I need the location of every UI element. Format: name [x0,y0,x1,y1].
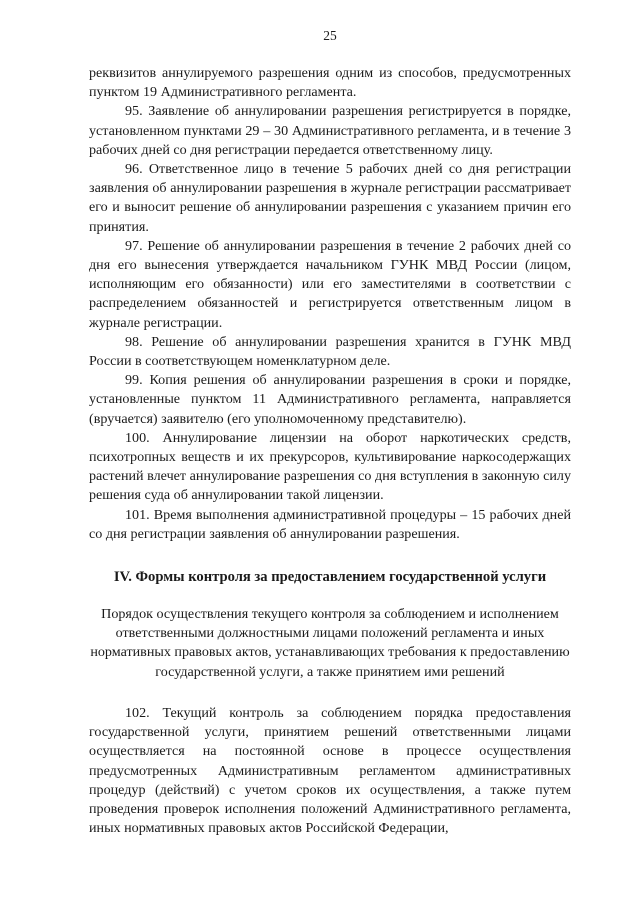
paragraph-98: 98. Решение об аннулировании разрешения хранится в ГУНК МВД России в соответствующем номенклатурном деле. [89,333,571,370]
section-heading: IV. Формы контроля за предоставлением государственной услуги [113,569,547,586]
paragraph-96: 96. Ответственное лицо в течение 5 рабочих дней со дня регистрации заявления об аннулировании разрешения в журнале регистрации рассматривает его и выносит решение об аннулировании разрешения с указанием причин его принятия. [89,161,571,235]
paragraph-99: 99. Копия решения об аннулировании разрешения в сроки и порядке, установленные пунктом 11 Административного регламента, направляется (вручается) заявителю (его уполномоченному представителю). [89,372,571,427]
paragraph-continuation: реквизитов аннулируемого разрешения одним из способов, предусмотренных пунктом 19 Административного регламента. [89,65,571,101]
paragraph-100: 100. Аннулирование лицензии на оборот наркотических средств, психотропных веществ и их прекурсоров, культивирование наркосодержащих растений влечет аннулирование разрешения со дня вступления в законную силу решения суда об аннулировании такой лицензии. [89,429,571,504]
paragraph-97: 97. Решение об аннулировании разрешения в течение 2 рабочих дней со дня его вынесения утверждается начальником ГУНК МВД России (лицом, исполняющим его обязанности) или его заместителями в соответствии с распределением обязанностей и регистрируется ответственным лицом в журнале регистрации. [89,237,571,331]
subsection-heading: Порядок осуществления текущего контроля за соблюдением и исполнением ответственными должностными лицами положений регламента и иных нормативных правовых актов, устанавливающих требования к предоставлению государственной услуги, а также принятием ими решений [90,606,570,680]
paragraph-95: 95. Заявление об аннулировании разрешения регистрируется в порядке, установленном пунктами 29 – 30 Административного регламента, и в течение 3 рабочих дней со дня регистрации передается ответственному лицу. [89,103,571,158]
paragraph-101: 101. Время выполнения административной процедуры – 15 рабочих дней со дня регистрации заявления об аннулировании разрешения. [89,506,571,542]
page-number: 25 [323,28,337,43]
paragraph-102: 102. Текущий контроль за соблюдением порядка предоставления государственной услуги, принятием решений ответственными лицами осуществляется на постоянной основе в процессе осуществления предусмотренных Административным регламентом административных процедур (действий) с учетом сроков их осуществления, а также путем проведения проверок исполнения положений Административного регламента, иных нормативных правовых актов Российской Федерации, [89,704,571,837]
